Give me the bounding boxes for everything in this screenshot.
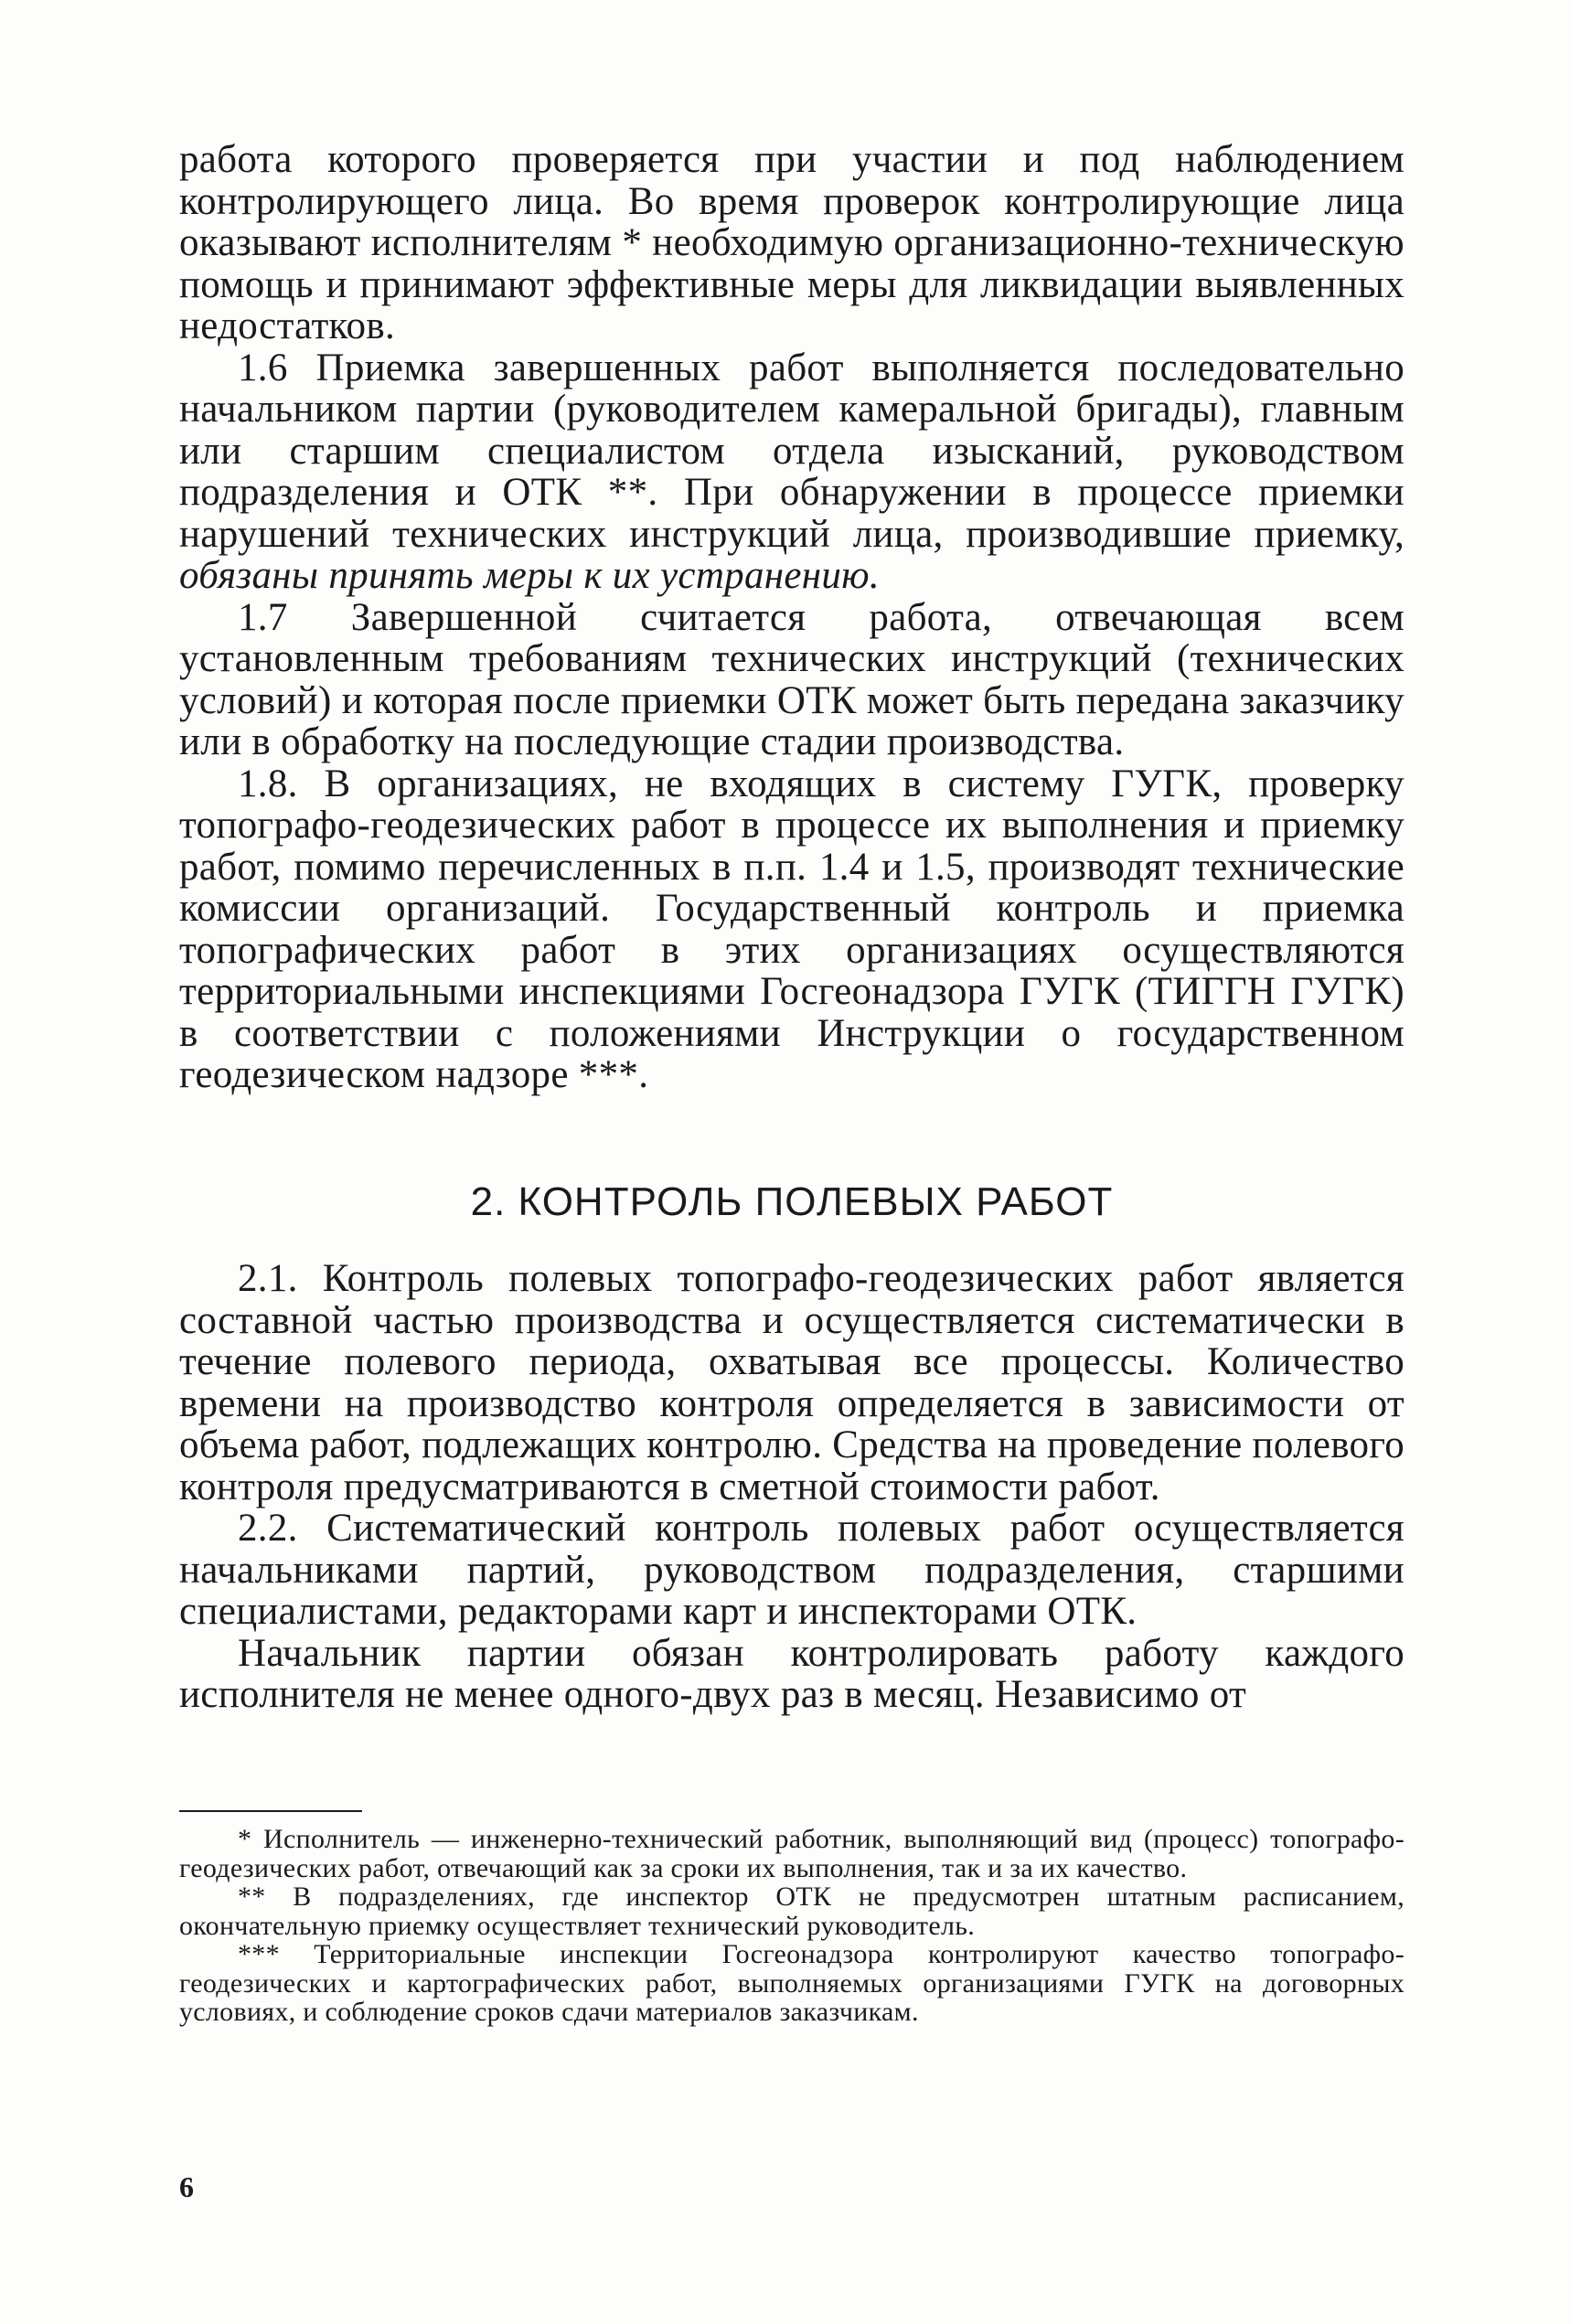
paragraph-1-6-italic-tail: обязаны принять меры к их устранению. — [179, 554, 880, 597]
page-number: 6 — [179, 2170, 194, 2203]
paragraph-continuation: работа которого проверяется при участии и под наблюдением контролирующего лица. Во время проверок контролирующие лица оказывают исполнителям * необходимую организационно-техническую помощь и принимают эффективные меры для ликвидации выявленных недостатков. — [179, 138, 1404, 347]
footnotes — [179, 1825, 1404, 2027]
bottom-text-block — [179, 1258, 1404, 1716]
paragraph-1-7: 1.7 Завершенной считается работа, отвечающая всем установленным требованиям технических инструкций (технических условий) и которая после приемки ОТК может быть передана заказчику или в обработку на последующие стадии производства. — [179, 595, 1404, 763]
paragraph-party-chief: Начальник партии обязан контролировать работу каждого исполнителя не менее одного-двух раз в месяц. Независимо от — [179, 1631, 1404, 1716]
paragraph-1-8: 1.8. В организациях, не входящих в систему ГУГК, проверку топографо-геодезических работ в процессе их выполнения и приемку работ, помимо перечисленных в п.п. 1.4 и 1.5, производят технические комиссии организаций. Государственный контроль и приемка топографических работ в этих организациях осуществляются территориальными инспекциями Госгеонадзора ГУГК (ТИГГН ГУГК) в соответствии с положениями Инструкции о государственном геодезическом надзоре ***. — [179, 762, 1404, 1096]
paragraph-1-6-text: 1.6 Приемка завершенных работ выполняется последовательно начальником партии (руководителем камеральной бригады), главным или старшим специалистом отдела изысканий, руководством подразделения и ОТК **. При обнаружении в процессе приемки нарушений технических инструкций лица, производившие приемку, — [179, 346, 1404, 556]
top-text-block — [179, 139, 1404, 1096]
paragraph-1-6 — [179, 347, 1404, 597]
footnote-separator — [179, 1810, 362, 1812]
paragraph-2-1: 2.1. Контроль полевых топографо-геодезических работ является составной частью производства и осуществляется систематически в течение полевого периода, охватывая все процессы. Количество времени на производство контроля определяется в зависимости от объема работ, подлежащих контролю. Средства на проведение полевого контроля предусматриваются в сметной стоимости работ. — [179, 1257, 1404, 1508]
footnote-3: *** Территориальные инспекции Госгеонадзора контролируют качество топографо-геодезических и картографических работ, выполняемых организациями ГУГК на договорных условиях, и соблюдение сроков сдачи материалов заказчикам. — [179, 1939, 1404, 2027]
paragraph-2-2: 2.2. Систематический контроль полевых работ осуществляется начальниками партий, руководством подразделения, старшими специалистами, редакторами карт и инспекторами ОТК. — [179, 1507, 1404, 1633]
footnote-1: * Исполнитель — инженерно-технический работник, выполняющий вид (процесс) топографо-геодезических работ, отвечающий как за сроки их выполнения, так и за их качество. — [179, 1824, 1404, 1883]
section-heading: 2. КОНТРОЛЬ ПОЛЕВЫХ РАБОТ — [470, 1179, 1114, 1224]
footnote-2: ** В подразделениях, где инспектор ОТК не предусмотрен штатным расписанием, окончательную приемку осуществляет технический руководитель. — [179, 1882, 1404, 1941]
